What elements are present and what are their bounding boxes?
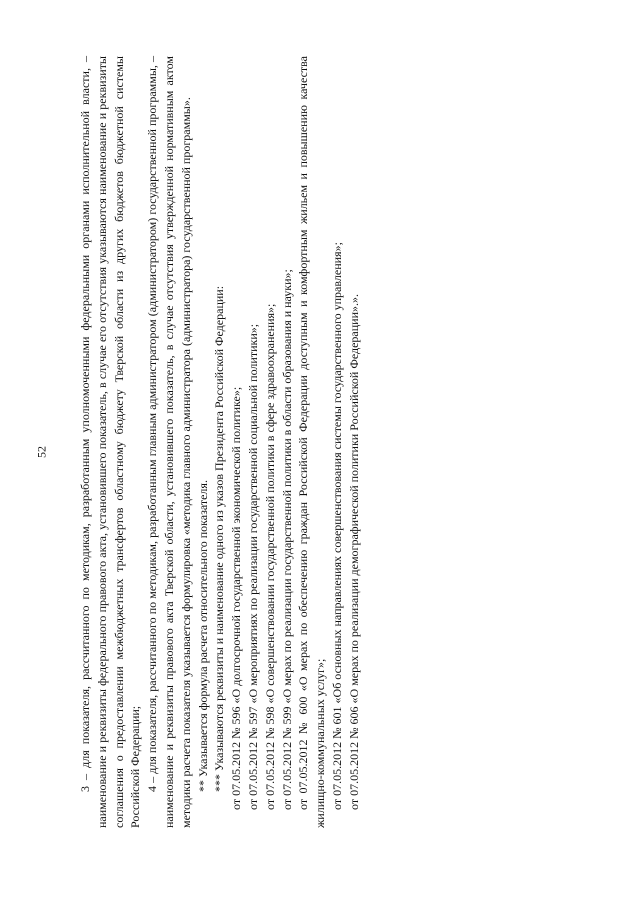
footnote-item-4: 4 – для показателя, рассчитанного по методикам, разработанным главным администратором (администратором) государственной программы, – наименование и реквизиты правового акта Тверской области, установившего показатель, в случае отсутствия утвержденной нормативным актом методики расчета показателя указывается формулировка «методика главного администратора (администратора) государственной программы». — [145, 56, 193, 828]
decree-item: от 07.05.2012 № 599 «О мерах по реализации государственной политики в области образования и науки»; — [279, 269, 294, 810]
footnotes-block — [77, 56, 417, 828]
footnote-decrees-intro: *** Указываются реквизиты и наименование одного из указов Президента Российской Федерации: — [212, 285, 227, 792]
decree-item: от 07.05.2012 № 601 «Об основных направлениях совершенствования системы государственного управления»; — [329, 242, 344, 810]
decree-item: от 07.05.2012 № 598 «О совершенствовании государственной политики в сфере здравоохранения»; — [262, 303, 277, 810]
decree-item: от 07.05.2012 № 606 «О мерах по реализации демографической политики Российской Федерации».». — [346, 293, 361, 810]
footnote-item-3: 3 – для показателя, рассчитанного по методикам, разработанным уполномоченными федеральными органами исполнительной власти, – наименование и реквизиты федерального правового акта, установившего показатель, в случае его отсутствия указываются наименование и реквизиты соглашения о предоставлении межбюджетных трансфертов областному бюджету Тверской области из других бюджетов бюджетной системы Российской Федерации; — [78, 56, 143, 828]
decree-item: от 07.05.2012 № 597 «О мероприятиях по реализации государственной социальной политики»; — [245, 323, 260, 810]
footnote-formula: ** Указывается формула расчета относительного показателя. — [195, 480, 210, 792]
decree-item: от 07.05.2012 № 596 «О долгосрочной государственной экономической политике»; — [229, 386, 244, 810]
decree-item: от 07.05.2012 № 600 «О мерах по обеспечению граждан Российской Федерации доступным и комфортным жильем и повышению качества жилищно-коммунальных услуг»; — [296, 56, 328, 828]
page-number: 52 — [34, 446, 49, 458]
